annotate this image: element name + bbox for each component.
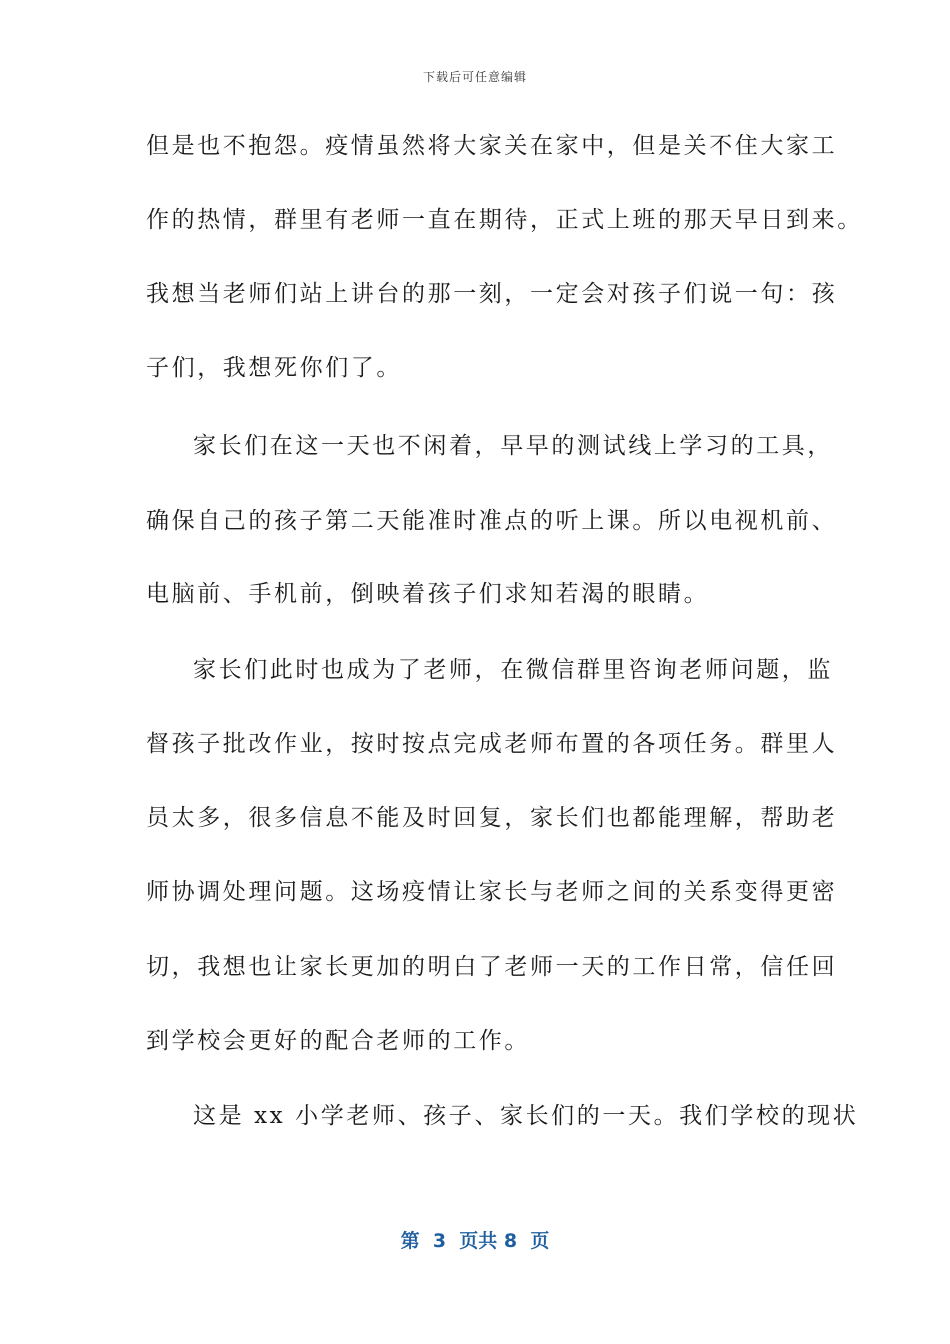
body-line: 作的热情，群里有老师一直在期待，正式上班的那天早日到来。	[146, 207, 863, 233]
page-number: 第 3 页共 8 页	[400, 1230, 550, 1252]
paragraph-first-line: 这是 xx 小学老师、孩子、家长们的一天。我们学校的现状	[193, 1103, 859, 1129]
body-line: 员太多，很多信息不能及时回复，家长们也都能理解，帮助老	[146, 805, 838, 831]
body-line: 电脑前、手机前，倒映着孩子们求知若渴的眼睛。	[146, 581, 710, 607]
body-line: 督孩子批改作业，按时按点完成老师布置的各项任务。群里人	[146, 731, 838, 757]
body-line: 但是也不抱怨。疫情虽然将大家关在家中，但是关不住大家工	[146, 133, 838, 159]
body-line: 确保自己的孩子第二天能准时准点的听上课。所以电视机前、	[146, 508, 838, 534]
paragraph-first-line: 家长们在这一天也不闲着，早早的测试线上学习的工具，	[193, 433, 833, 459]
body-line: 师协调处理问题。这场疫情让家长与老师之间的关系变得更密	[146, 879, 838, 905]
body-line: 子们，我想死你们了。	[146, 355, 402, 381]
body-line: 切，我想也让家长更加的明白了老师一天的工作日常，信任回	[146, 954, 838, 980]
body-line: 我想当老师们站上讲台的那一刻，一定会对孩子们说一句：孩	[146, 281, 838, 307]
header-note: 下载后可任意编辑	[422, 70, 527, 84]
paragraph-first-line: 家长们此时也成为了老师，在微信群里咨询老师问题，监	[193, 657, 833, 683]
body-line: 到学校会更好的配合老师的工作。	[146, 1028, 530, 1054]
